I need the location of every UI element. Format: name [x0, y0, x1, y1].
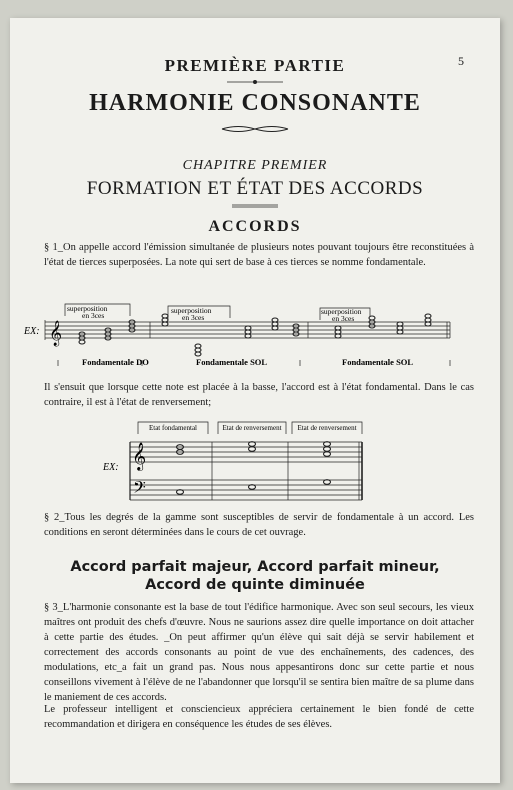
book-page [10, 18, 500, 783]
fondamentale-label-3: Fondamentale SOL [342, 357, 414, 367]
section2-line1: Accord parfait majeur, Accord parfait mineur, [70, 559, 440, 575]
paragraph-3: § 2_Tous les degrés de la gamme sont susceptibles de servir de fondamentale à un accord. Les conditions en seront déterminées dans le cours de cet ouvrage. [44, 512, 474, 538]
bass-clef-icon: 𝄢 [133, 479, 146, 501]
section-title: ACCORDS [208, 218, 302, 235]
treble-clef-icon: 𝄞 [132, 444, 147, 470]
music-example-1 [20, 298, 480, 368]
fondamentale-label-1: Fondamentale DO [82, 357, 149, 367]
superposition-label: superposition [171, 306, 212, 315]
paragraph-5: Le professeur intelligent et consciencieux appréciera certainement le bien fondé de cette recommandation et dirigera en conséquence les études de ses élèves. [44, 704, 474, 730]
state-label-3: Etat de renversement [297, 424, 357, 432]
ornament-divider [220, 124, 290, 134]
chapter-label: CHAPITRE PREMIER [182, 158, 328, 173]
chord-notes [79, 314, 431, 356]
section2-line2: Accord de quinte diminuée [145, 577, 365, 593]
state-label-2: Etat de renversement [222, 424, 282, 432]
grand-staff [130, 442, 362, 500]
ex-label: EX: [103, 462, 119, 473]
ornament-divider [225, 78, 285, 86]
chord-notes [177, 442, 331, 495]
part-title: PREMIÈRE PARTIE [164, 56, 346, 75]
paragraph-2: Il s'ensuit que lorsque cette note est placée à la basse, l'accord est à l'état fondamental. Dans le cas contraire, il est à l'état de renversement; [44, 382, 474, 408]
paragraph-1: § 1_On appelle accord l'émission simultanée de plusieurs notes pouvant toujours être reconstituées à l'état de tierces superposées. La note qui sert de base à ces tierces se nomme fondamentale. [44, 242, 474, 268]
superposition-label: superposition [321, 307, 362, 316]
paragraph-4: § 3_L'harmonie consonante est la base de tout l'édifice harmonique. Avec son seul secours, les vieux maîtres ont produit des chefs d'œuvre. Nous ne saurions assez dire quelle importance on doit attacher à cette partie des études. _On peut affirmer qu'un élève qui sait déjà se servir habilement et correctement des accords consonants au point de vue des enchaînements, des cadences, des modulations, etc_a fait un grand pas. Nous nous appesantirons donc sur cette partie et nous conseillons vivement à l'élève de ne l'abandonner que lorsqu'il se sentira bien maître de sa plume dans le maniement de ces accords. [44, 602, 474, 703]
ornament-divider [230, 203, 280, 209]
page-number: 5 [458, 54, 464, 68]
fondamentale-label-2: Fondamentale SOL [196, 357, 268, 367]
superposition-label: superposition [67, 304, 108, 313]
superposition-sub: en 3ces [82, 311, 105, 320]
state-label-1: Etat fondamental [148, 424, 198, 432]
chapter-title: FORMATION ET ÉTAT DES ACCORDS [86, 178, 424, 199]
music-example-2 [100, 418, 390, 516]
treble-clef-icon: 𝄞 [49, 320, 63, 345]
main-title: HARMONIE CONSONANTE [89, 90, 421, 116]
ex-label: EX: [24, 326, 40, 337]
superposition-sub: en 3ces [182, 313, 205, 322]
superposition-sub: en 3ces [332, 314, 355, 323]
